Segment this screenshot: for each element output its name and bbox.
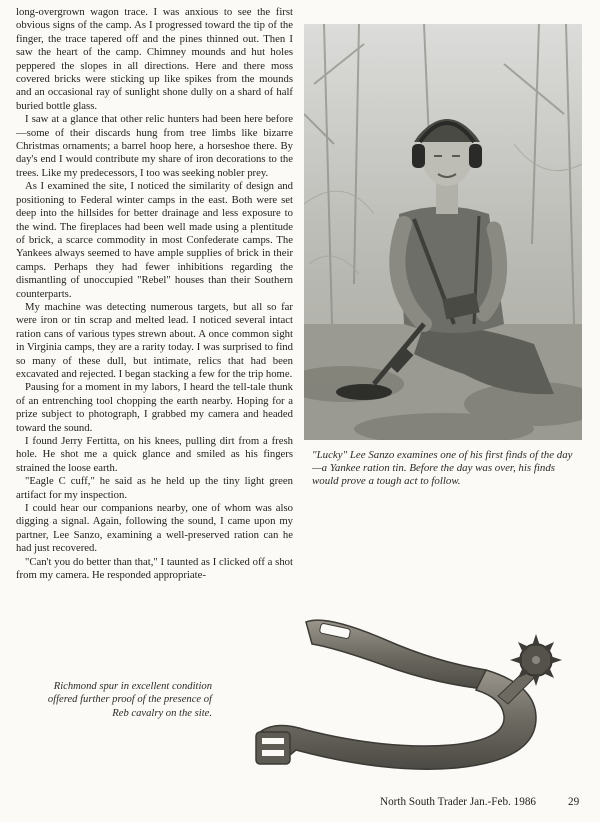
spur-caption: Richmond spur in excellent condition offered further proof of the presence of Reb cavalry on the site. xyxy=(47,681,212,719)
page-number: 29 xyxy=(568,796,580,808)
article-paragraph: I could hear our companions nearby, one of whom was also digging a signal. Again, following the sound, I came upon my partner, Lee Sanzo, examining a well-preserved ration can he had just recovered. xyxy=(16,502,293,555)
photo-caption: "Lucky" Lee Sanzo examines one of his first finds of the day—a Yankee ration tin. Before the day was over, his finds would prove a tough act to follow. xyxy=(312,449,573,488)
article-paragraph: As I examined the site, I noticed the similarity of design and positioning to Federal winter camps in the east. Both were set deep into the hillsides for better drainage and less exposure to the wind. The fireplaces had been well made using a plentitude of brick, a scarce commodity in most Confederate camps. The Yankees always seemed to have ample supplies of brick in their camps. Perhaps they had fewer inhibitions regarding the dismantling of unoccupied "Rebel" houses than their Southern counterparts. xyxy=(16,180,293,300)
article-paragraph: I saw at a glance that other relic hunters had been here before—some of their discards hung from tree limbs like bizarre Christmas ornaments; a barrel hoop here, a horseshoe there. By day's end I would contribute my share of iron decorations to the trees. Like my predecessors, I too was seeking nobler prey. xyxy=(16,113,293,179)
article-paragraph: "Can't you do better than that," I taunted as I clicked off a shot from my camera. He responded appropriate- xyxy=(16,555,293,582)
relic-hunter-photo xyxy=(304,24,582,440)
article-paragraph: Pausing for a moment in my labors, I heard the tell-tale thunk of an entrenching tool chopping the earth nearby. Hoping for a prize subject to photograph, I grabbed my camera and headed toward the sound. xyxy=(16,381,293,434)
richmond-spur-photo xyxy=(236,600,570,786)
relic-hunter-photo-illustration xyxy=(304,24,582,440)
page-footer xyxy=(380,796,590,808)
article-paragraph: "Eagle C cuff," he said as he held up the tiny light green artifact for my inspection. xyxy=(16,475,293,501)
article-paragraph: I found Jerry Fertitta, on his knees, pulling dirt from a fresh hole. He shot me a quick glance and smiled as his fingers strained the loose earth. xyxy=(16,435,293,474)
article-paragraph: long-overgrown wagon trace. I was anxious to see the first obvious signs of the camp. As I progressed toward the tip of the finger, the trace tapered off and the pines thinned out. Then I saw the heart of the camp. Chimney mounds and hut holes peppered the slopes in all directions. Here and there moss covered bricks were sticking up like spikes from the mounds and an occasional ray of sunlight shone dully on a shard of half buried bottle glass. xyxy=(16,6,293,112)
article-body-column xyxy=(16,6,293,582)
publication-info: North South Trader Jan.-Feb. 1986 xyxy=(380,796,537,808)
spur-illustration xyxy=(236,600,570,786)
article-paragraph: My machine was detecting numerous targets, but all so far were iron or tin scrap and melted lead. I noticed several intact ration cans of various types strewn about. A once common sight in Virginia camps, they are a rarity today. I was surprised to find so many of these dull, but intimate, relics that had been excavated and rejected. I began stacking a few for the trip home. xyxy=(16,300,293,380)
